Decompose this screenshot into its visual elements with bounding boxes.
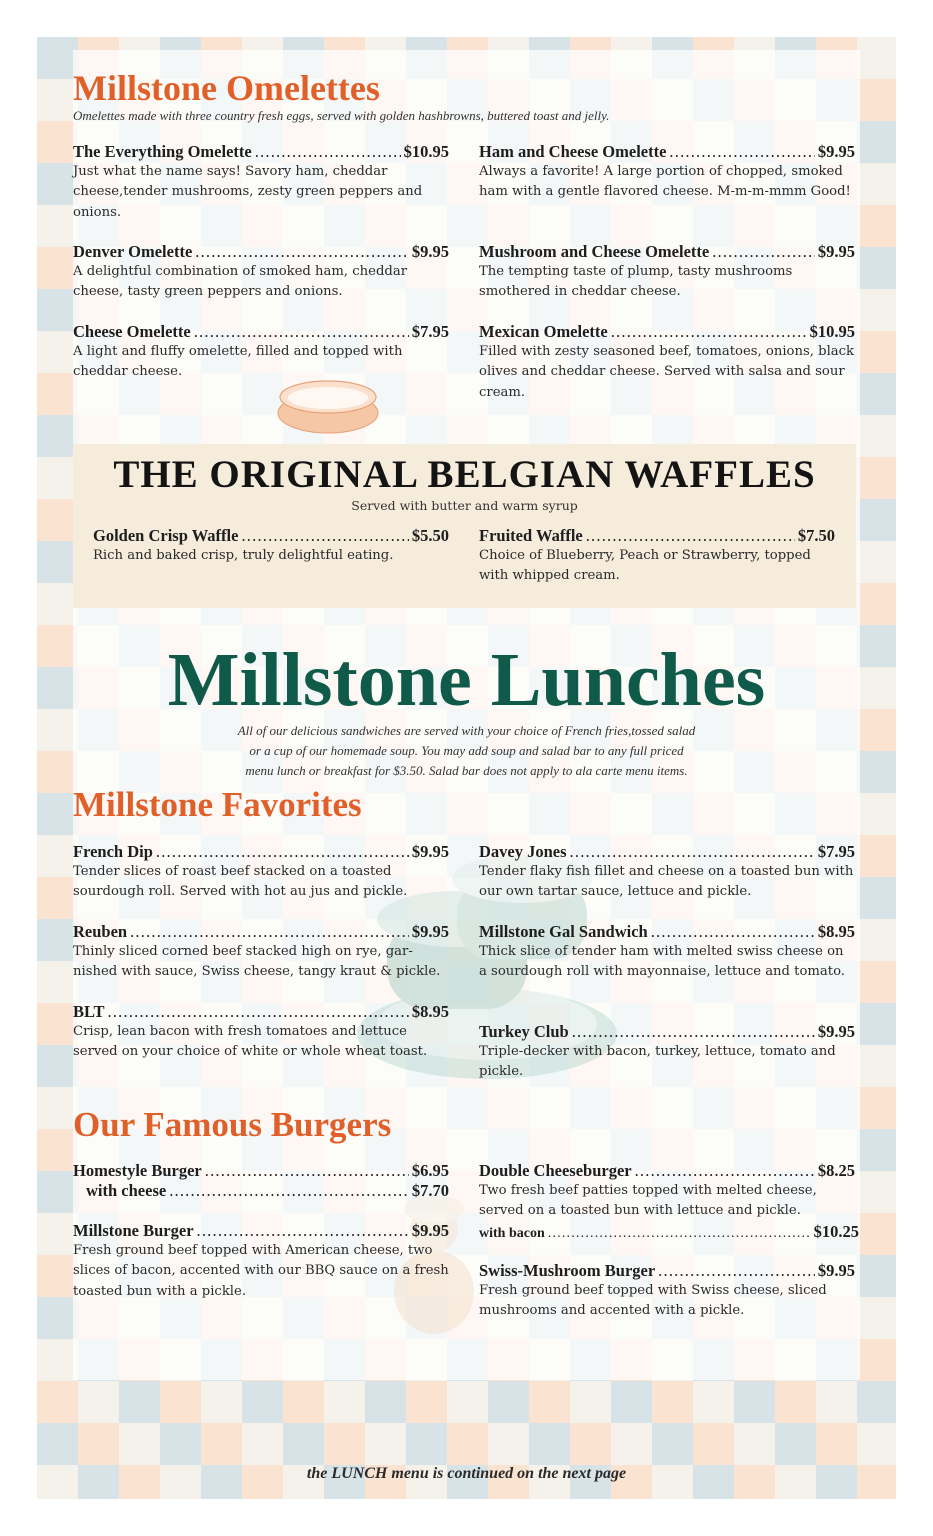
checker-tile: [406, 1381, 447, 1423]
checker-tile: [857, 205, 896, 247]
checker-tile: [857, 583, 896, 625]
item-price: $9.95: [817, 242, 855, 261]
item-name: BLT: [73, 1002, 105, 1021]
favorites-title: Millstone Favorites: [73, 785, 362, 824]
item-description: Thinly sliced corned beef stacked high on rye, gar-nished with sauce, Swiss cheese, tangy kraut & pickle.: [73, 944, 441, 980]
waffles-subtitle: Served with butter and warm syrup: [351, 498, 578, 513]
menu-item: [479, 526, 835, 587]
item-description: Filled with zesty seasoned beef, tomatoes, onions, black olives and cheddar cheese. Served with salsa and sour cream.: [479, 344, 855, 400]
item-price: $8.95: [411, 1002, 449, 1021]
checker-tile: [160, 1381, 201, 1423]
leader-dots: [195, 242, 409, 262]
checker-tile: [37, 121, 78, 163]
checker-tile: [857, 37, 896, 79]
checker-tile: [857, 331, 896, 373]
checker-tile: [160, 1423, 201, 1465]
item-price: $10.95: [403, 142, 449, 161]
omelettes-note: Omelettes made with three country fresh eggs, served with golden hashbrowns, buttered toast and jelly.: [73, 108, 610, 123]
item-price: $9.95: [411, 242, 449, 261]
checker-tile: [242, 1381, 283, 1423]
item-variant-price: $10.25: [813, 1221, 859, 1241]
item-description: Crisp, lean bacon with fresh tomatoes and lettuce served on your choice of white or whole wheat toast.: [73, 1024, 428, 1060]
leader-dots: [108, 1002, 409, 1022]
checker-tile: [37, 793, 78, 835]
checker-tile: [529, 1381, 570, 1423]
checker-tile: [857, 163, 896, 205]
leader-dots: [669, 142, 814, 162]
checker-tile: [365, 1423, 406, 1465]
menu-item: [73, 322, 449, 383]
checker-tile: [37, 289, 78, 331]
bowl-icon: [275, 377, 381, 435]
checker-tile: [857, 877, 896, 919]
menu-item: [93, 526, 449, 566]
item-price: $9.95: [411, 842, 449, 861]
burgers-title: Our Famous Burgers: [73, 1105, 392, 1144]
checker-tile: [242, 1423, 283, 1465]
item-price: $9.95: [411, 922, 449, 941]
menu-item: [479, 322, 855, 403]
leader-dots: [572, 1022, 815, 1042]
item-price: $7.95: [411, 322, 449, 341]
checker-tile: [283, 1423, 324, 1465]
checker-tile: [37, 1213, 78, 1255]
checker-tile: [857, 247, 896, 289]
item-name: Mexican Omelette: [479, 322, 608, 341]
checker-tile: [201, 1381, 242, 1423]
item-name: Millstone Burger: [73, 1221, 194, 1240]
checker-tile: [37, 1381, 78, 1423]
checker-tile: [857, 961, 896, 1003]
checker-tile: [37, 919, 78, 961]
lunches-note-line: menu lunch or breakfast for $3.50. Salad bar does not apply to ala carte menu items.: [245, 763, 688, 778]
lunches-note: [37, 721, 896, 781]
menu-item: [73, 922, 449, 983]
item-variant-price: $7.70: [411, 1181, 449, 1200]
checker-tile: [324, 1423, 365, 1465]
checker-tile: [652, 1381, 693, 1423]
menu-item: [73, 142, 449, 223]
checker-tile: [857, 1129, 896, 1171]
checker-tile: [37, 961, 78, 1003]
checker-tile: [857, 541, 896, 583]
item-name: Fruited Waffle: [479, 526, 583, 545]
item-name: Swiss-Mushroom Burger: [479, 1261, 656, 1280]
item-price: $7.50: [797, 526, 835, 545]
item-price: $10.95: [809, 322, 855, 341]
checker-tile: [201, 1423, 242, 1465]
omelettes-title: Millstone Omelettes: [73, 68, 380, 108]
item-price: $9.95: [411, 1221, 449, 1240]
checker-tile: [119, 1381, 160, 1423]
menu-item: [479, 1261, 855, 1322]
menu-item: [73, 242, 449, 303]
checker-tile: [488, 1381, 529, 1423]
checker-tile: [857, 289, 896, 331]
checker-tile: [37, 1297, 78, 1339]
item-description: Fresh ground beef topped with American cheese, two slices of bacon, accented with our BBQ sauce on a fresh toasted bun with a pickle.: [73, 1243, 449, 1299]
checker-tile: [37, 877, 78, 919]
item-description: Fresh ground beef topped with Swiss cheese, sliced mushrooms and accented with a pickle.: [479, 1283, 827, 1319]
item-description: A light and fluffy omelette, filled and topped with cheddar cheese.: [73, 344, 403, 380]
item-description: Triple-decker with bacon, turkey, lettuce, tomato and pickle.: [479, 1044, 836, 1080]
checker-tile: [37, 247, 78, 289]
checker-tile: [857, 1423, 896, 1465]
item-name: French Dip: [73, 842, 153, 861]
checker-tile: [857, 415, 896, 457]
leader-dots: [205, 1161, 409, 1181]
checker-tile: [652, 1423, 693, 1465]
item-name: Mushroom and Cheese Omelette: [479, 242, 710, 261]
item-name: Cheese Omelette: [73, 322, 191, 341]
checker-tile: [37, 835, 78, 877]
item-name: The Everything Omelette: [73, 142, 252, 161]
item-price: $8.25: [817, 1161, 855, 1180]
item-description: Just what the name says! Savory ham, cheddar cheese,tender mushrooms, zesty green peppers and onions.: [73, 164, 423, 220]
checker-tile: [37, 1045, 78, 1087]
checker-tile: [447, 1381, 488, 1423]
checker-tile: [37, 331, 78, 373]
checker-tile: [37, 1255, 78, 1297]
checker-tile: [857, 1255, 896, 1297]
checker-tile: [37, 163, 78, 205]
menu-item: [479, 142, 855, 203]
checker-tile: [857, 793, 896, 835]
checker-tile: [734, 1423, 775, 1465]
checker-tile: [37, 1423, 78, 1465]
menu-item: [479, 842, 855, 903]
item-name: Reuben: [73, 922, 128, 941]
menu-item: [73, 1002, 449, 1063]
item-variant-name: with cheese: [86, 1181, 167, 1200]
checker-tile: [324, 1381, 365, 1423]
leader-dots: [548, 1224, 811, 1244]
checker-tile: [529, 1423, 570, 1465]
waffles-title: THE ORIGINAL BELGIAN WAFFLES: [113, 453, 816, 496]
checker-tile: [37, 415, 78, 457]
checker-tile: [857, 121, 896, 163]
leader-dots: [586, 526, 795, 546]
item-price: $7.95: [817, 842, 855, 861]
item-name: Millstone Gal Sandwich: [479, 922, 648, 941]
checker-tile: [857, 457, 896, 499]
checker-tile: [775, 1423, 816, 1465]
item-description: Two fresh beef patties topped with melted cheese, served on a toasted bun with lettuce and pickle.: [479, 1183, 817, 1219]
checker-tile: [365, 1381, 406, 1423]
item-variant-name: with bacon: [479, 1225, 545, 1241]
item-price: $6.95: [411, 1161, 449, 1180]
leader-dots: [658, 1261, 815, 1281]
continued-note: the LUNCH menu is continued on the next page: [306, 1465, 627, 1482]
menu-page: [37, 37, 896, 1499]
checker-tile: [816, 1423, 857, 1465]
checker-tile: [37, 1339, 78, 1381]
checker-tile: [857, 1339, 896, 1381]
checker-tile: [857, 835, 896, 877]
checker-tile: [734, 1381, 775, 1423]
item-description: Always a favorite! A large portion of chopped, smoked ham with a gentle flavored cheese. M-m-m-mmm Good!: [479, 164, 851, 200]
item-name: Ham and Cheese Omelette: [479, 142, 667, 161]
item-description: The tempting taste of plump, tasty mushrooms smothered in cheddar cheese.: [479, 264, 793, 300]
checker-tile: [775, 1381, 816, 1423]
checker-tile: [78, 1423, 119, 1465]
checker-tile: [37, 1171, 78, 1213]
checker-tile: [406, 1423, 447, 1465]
item-description: A delightful combination of smoked ham, cheddar cheese, tasty green peppers and onions.: [73, 264, 408, 300]
checker-tile: [857, 1003, 896, 1045]
lunches-title: Millstone Lunches: [167, 638, 766, 722]
leader-dots: [169, 1181, 409, 1201]
checker-tile: [37, 1003, 78, 1045]
item-name: Homestyle Burger: [73, 1161, 202, 1180]
item-description: Rich and baked crisp, truly delightful eating.: [93, 548, 394, 563]
leader-dots: [194, 322, 409, 342]
checker-tile: [37, 37, 78, 79]
checker-tile: [693, 1423, 734, 1465]
checker-tile: [488, 1423, 529, 1465]
menu-item: [479, 242, 855, 303]
leader-dots: [130, 922, 409, 942]
checker-tile: [611, 1381, 652, 1423]
item-description: Tender slices of roast beef stacked on a toasted sourdough roll. Served with hot au jus and pickle.: [73, 864, 408, 900]
menu-item: [479, 1161, 859, 1244]
checker-tile: [857, 499, 896, 541]
checker-tile: [816, 1381, 857, 1423]
checker-tile: [857, 1297, 896, 1339]
checker-tile: [37, 1087, 78, 1129]
item-name: Double Cheeseburger: [479, 1161, 632, 1180]
checker-tile: [857, 1381, 896, 1423]
checker-tile: [37, 205, 78, 247]
checker-tile: [857, 919, 896, 961]
checker-tile: [78, 1381, 119, 1423]
item-name: Denver Omelette: [73, 242, 193, 261]
checker-tile: [37, 457, 78, 499]
menu-item: [73, 1221, 449, 1302]
menu-item: [479, 1022, 855, 1083]
item-name: Golden Crisp Waffle: [93, 526, 239, 545]
checker-tile: [37, 79, 78, 121]
checker-tile: [37, 499, 78, 541]
checker-tile: [570, 1381, 611, 1423]
item-name: Davey Jones: [479, 842, 567, 861]
checker-tile: [37, 583, 78, 625]
item-price: $9.95: [817, 142, 855, 161]
item-description: Tender flaky fish fillet and cheese on a toasted bun with our own tartar sauce, lettuce and pickle.: [479, 864, 854, 900]
checker-tile: [857, 1087, 896, 1129]
leader-dots: [255, 142, 401, 162]
checker-tile: [857, 1213, 896, 1255]
leader-dots: [241, 526, 408, 546]
leader-dots: [611, 322, 807, 342]
lunches-note-line: or a cup of our homemade soup. You may add soup and salad bar to any full priced: [249, 743, 684, 758]
checker-tile: [447, 1423, 488, 1465]
leader-dots: [712, 242, 815, 262]
checker-tile: [37, 1129, 78, 1171]
checker-tile: [611, 1423, 652, 1465]
menu-item: [73, 1161, 449, 1201]
item-price: $9.95: [817, 1022, 855, 1041]
leader-dots: [197, 1221, 409, 1241]
leader-dots: [156, 842, 409, 862]
item-price: $9.95: [817, 1261, 855, 1280]
checker-tile: [857, 1171, 896, 1213]
leader-dots: [651, 922, 815, 942]
checker-tile: [119, 1423, 160, 1465]
checker-tile: [693, 1381, 734, 1423]
item-name: Turkey Club: [479, 1022, 569, 1041]
menu-item: [479, 922, 855, 983]
checker-tile: [37, 541, 78, 583]
checker-tile: [283, 1381, 324, 1423]
leader-dots: [570, 842, 815, 862]
lunches-note-line: All of our delicious sandwiches are served with your choice of French fries,tossed salad: [237, 723, 696, 738]
item-price: $8.95: [817, 922, 855, 941]
item-description: Thick slice of tender ham with melted swiss cheese on a sourdough roll with mayonnaise, lettuce and tomato.: [479, 944, 845, 980]
checker-tile: [857, 373, 896, 415]
checker-tile: [570, 1423, 611, 1465]
item-description: Choice of Blueberry, Peach or Strawberry, topped with whipped cream.: [479, 548, 811, 584]
waffles-box: [73, 444, 856, 608]
checker-tile: [857, 1045, 896, 1087]
menu-item: [73, 842, 449, 903]
item-price: $5.50: [411, 526, 449, 545]
leader-dots: [635, 1161, 815, 1181]
checker-tile: [857, 79, 896, 121]
checker-tile: [37, 373, 78, 415]
